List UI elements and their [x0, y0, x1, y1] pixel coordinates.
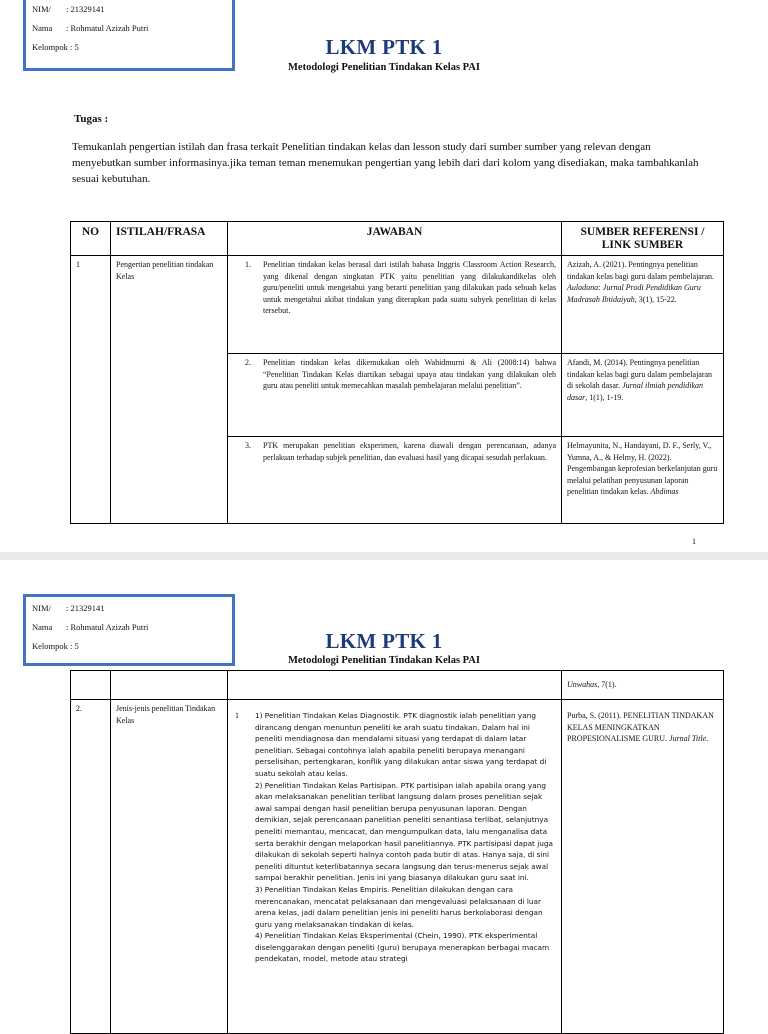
answer-cell	[228, 437, 562, 524]
kelompok-value: : 5	[70, 42, 79, 52]
ref-tail: , 3(1), 15-22.	[634, 294, 677, 304]
answer-text: Penelitian tindakan kelas berasal dari istilah bahasa Inggris Classroom Action Research, yang dikenal dengan singkatan PTK yaitu penelitian yang dilakukandikelas oleh guru/peneliti untuk mengetahui yang berarti penelitian yang dilakukan pada sebuah kelas untuk mengetahui akibat tindakan yang diterapkan pada suatu subyek penelitian di kelas tersebut.	[263, 260, 556, 315]
row-term	[111, 671, 228, 700]
reference-cell	[562, 354, 724, 437]
row-number: 1	[71, 256, 111, 524]
row-term: Jenis-jenis penelitian Tindakan Kelas	[111, 700, 228, 1034]
ref-text: Purba, S. (2011). PENELITIAN TINDAKAN KELAS MENINGKATKAN PROPESIONALISME GURU.	[567, 711, 714, 743]
kelompok-value: : 5	[70, 641, 79, 651]
nim-label: NIM/	[32, 603, 51, 613]
ref-tail: , 1(1), 1-19.	[585, 392, 624, 402]
answer-text: PTK merupakan penelitian eksperimen, karena diawali dengan perencanaan, adanya perlakuan terhadap subjek penelitian, dan evaluasi hasil yang dicapai sesudah perlakuan.	[263, 441, 556, 462]
kelompok-label: Kelompok	[32, 641, 68, 651]
task-text: Temukanlah pengertian istilah dan frasa terkait Penelitian tindakan kelas dan lesson study dari sumber sumber yang relevan dengan menyebutkan sumber informasinya.jika teman teman menemukan pengertian yang lebih dari dari kolom yang disediakan, maka tambahkanlah sesuai kebutuhan.	[72, 141, 699, 185]
nama-value: : Rohmatul Azizah Putri	[66, 23, 149, 33]
ref-journal: Jurnal ilmiah pendidikan dasar	[567, 381, 703, 402]
answer-text: 1) Penelitian Tindakan Kelas Diagnostik. PTK diagnostik ialah penelitian yang dirancang dengan menuntun peneliti ke arah suatu tindakan. Dalam hal ini peneliti mendiagnosa dan mendalami situasi yang terdapat di dalam latar penelitian. Sebagai contohnya ialah apabila peneliti berupaya menangani perselisihan, pertengkaran, konflik yang dilakukan antar siswa yang terdapat di suatu sekolah atau kelas.	[255, 711, 547, 778]
page-2	[0, 560, 768, 1024]
table-row	[71, 700, 724, 1034]
ref-journal: Abdimas	[650, 487, 679, 496]
answer-table-continued	[70, 670, 724, 1034]
reference-cell	[562, 437, 724, 524]
answer-text: 3) Penelitian Tindakan Kelas Empiris. Penelitian dilakukan dengan cara merencanakan, mencatat pelaksanaan dan mengevaluasi pelaksanaan di luar arena kelas, jadi dalam penelitian jenis ini peneliti harus berkolaborasi dengan guru yang melaksanakan tindakan di kelas.	[255, 884, 543, 929]
nim-label: NIM/	[32, 4, 51, 14]
answer-cell	[228, 700, 562, 1034]
answer-text: 2) Penelitian Tindakan Kelas Partisipan. PTK partisipan ialah apabila orang yang akan melaksanakan penelitian terlibat langsung dalam proses penelitian sejak awal sampai dengan hasil penelitian berupa penyusunan laporan. Dengan demikian, sejak perencanaan panelitian peneliti senantiasa terlibat, selanjutnya peneliti memantau, mencacat, dan mengumpulkan data, lalu menganalisa data serta berakhir dengan melaporkan hasil panelitiannya. PTK partisipasi dapat juga dilakukan di sekolah seperti halnya contoh pada butir di atas. Hanya saja, di sini peneliti dituntut keterlibatannya secara langsung dan terus-menerus sejak awal sampai berakhir penelitian. Jenis ini yang biasanya dilakukan guru saat ini.	[255, 780, 553, 883]
answer-cell	[228, 256, 562, 354]
ref-tail: .	[706, 734, 709, 743]
table-row	[71, 671, 724, 700]
page-subtitle: Metodologi Penelitian Tindakan Kelas PAI	[288, 655, 480, 666]
kelompok-label: Kelompok	[32, 42, 68, 52]
ref-text: Afandi, M. (2014). Pentingnya penelitian tindakan kelas bagi guru dalam pembelajaran di sekolah dasar.	[567, 358, 713, 390]
nama-value: : Rohmatul Azizah Putri	[66, 622, 149, 632]
table-header-row	[71, 222, 724, 256]
ref-journal: Jurnal Title	[669, 734, 707, 743]
header-sumber: SUMBER REFERENSI / LINK SUMBER	[562, 222, 724, 256]
nama-label: Nama	[32, 622, 53, 632]
row-term: Pengertian penelitian tindakan Kelas	[111, 256, 228, 524]
answer-number: 1.	[245, 260, 251, 269]
header-no: NO	[71, 222, 111, 256]
answer-cell	[228, 354, 562, 437]
ref-journal: Unwahas	[567, 680, 598, 689]
answer-number: 3.	[245, 441, 251, 450]
nim-value: : 21329141	[66, 603, 105, 613]
ref-tail: , 7(1).	[597, 680, 617, 689]
reference-cell	[562, 256, 724, 354]
row-number: 2.	[71, 700, 111, 1034]
page-subtitle: Metodologi Penelitian Tindakan Kelas PAI	[288, 62, 480, 73]
page-number: 1	[692, 537, 696, 546]
header-jawaban: JAWABAN	[228, 222, 562, 256]
reference-cell	[562, 700, 724, 1034]
ref-text: Helmayunita, N., Handayani, D. F., Serly, V., Yumna, A., & Helmy, H. (2022). Pengembangan keprofesian berkelanjutan guru melalui pelatihan penyusunan laporan penelitian tindakan kelas.	[567, 441, 718, 496]
ref-journal: Auladuna: Jurnal Prodi Pendidikan Guru Madrasah Ibtidaiyah	[567, 283, 701, 304]
answer-number: 2.	[245, 358, 251, 367]
answer-text: Penelitian tindakan kelas dikemukakan oleh Wahidmurni & Ali (2008:14) bahwa “Penelitian Tindakan Kelas diartikan sebagai upaya atau tindakan yang dilakukan oleh guru atau peneliti untuk memecahkan masalah pembelajaran melalui penelitian”.	[263, 358, 556, 390]
header-istilah: ISTILAH/FRASA	[111, 222, 228, 256]
page-title: LKM PTK 1	[325, 35, 443, 59]
answer-number: 1	[235, 711, 239, 720]
answer-cell	[228, 671, 562, 700]
task-heading: Tugas :	[74, 113, 109, 125]
nama-label: Nama	[32, 23, 53, 33]
page-title: LKM PTK 1	[325, 629, 443, 653]
reference-cell	[562, 671, 724, 700]
nim-value: : 21329141	[66, 4, 105, 14]
answer-text: 4) Penelitian Tindakan Kelas Eksperimental (Chein, 1990). PTK eksperimental diselenggarakan dengan peneliti (guru) berupaya menerapkan berbagai macam pendekatan, model, metode atau strategi	[255, 931, 550, 964]
ref-text: Azizah, A. (2021). Pentingnya penelitian tindakan kelas bagi guru dalam pembelajaran.	[567, 260, 715, 281]
row-number	[71, 671, 111, 700]
answer-table	[70, 221, 724, 524]
table-row	[71, 256, 724, 354]
